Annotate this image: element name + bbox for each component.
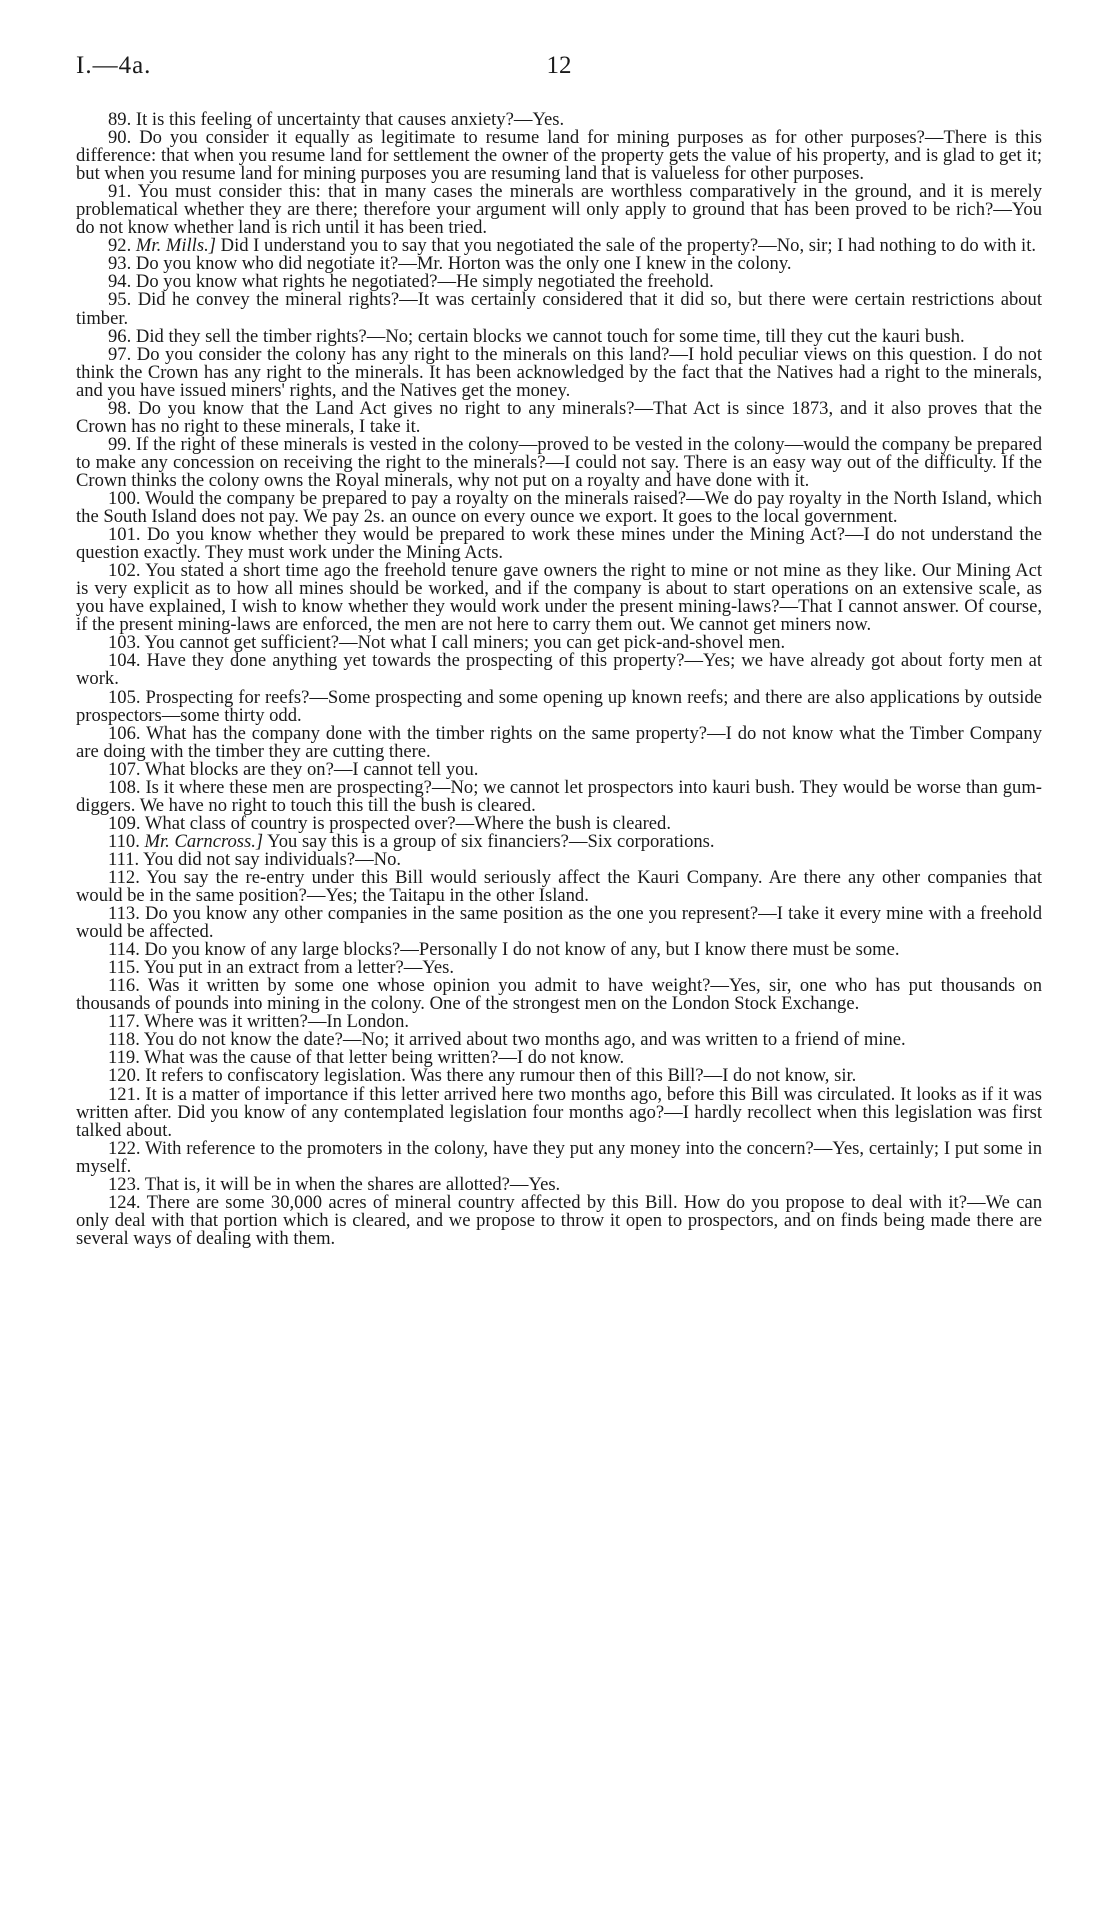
question-paragraph [76,686,1042,726]
question-number: 119. [108,1047,140,1069]
speaker-name: Mr. Mills.] [135,235,216,257]
question-answer-text: What has the company done with the timber rights on the same property?—I do not know what the Timber Company are doing with the timber they are cutting there. [76,722,1043,762]
question-number: 104. [108,650,141,672]
question-paragraph [76,183,1042,237]
question-number: 101. [108,524,141,546]
question-paragraph [76,905,1042,941]
question-number: 95. [108,289,132,311]
question-number: 94. [108,271,132,293]
question-answer-text: There are some 30,000 acres of mineral country affected by this Bill. How do you propose to deal with it?—We can only deal with that portion which is cleared, and we propose to throw it open to prospectors, and on finds being made there are several ways of dealing with them. [76,1191,1042,1249]
page-header [76,52,1042,92]
question-number: 103. [108,632,141,654]
question-paragraph [76,977,1042,1013]
question-answer-text: You say the re-entry under this Bill would seriously affect the Kauri Company. Are there any other companies that would be in the same position?—Yes; the Taitapu in the other Island. [76,866,1042,907]
question-number: 111. [108,848,140,870]
question-number: 110. [108,830,140,852]
question-number: 117. [108,1011,140,1033]
question-number: 113. [108,903,140,925]
question-answer-text: Do you know that the Land Act gives no right to any minerals?—That Act is since 1873, and it also proves that the Crown has no right to these minerals, I take it. [76,397,1042,437]
question-answer-text: What was the cause of that letter being written?—I do not know. [144,1047,625,1069]
question-answer-text: What blocks are they on?—I cannot tell you. [144,758,479,780]
question-paragraph [76,433,1042,491]
question-paragraph [76,722,1043,762]
question-number: 100. [108,487,141,509]
question-answer-text: It is a matter of importance if this letter arrived here two months ago, before this Bill was circulated. It looks as if it was written after. Did you know of any contemplated legislation four months ago?—I hardly recollect when this legislation was first talked about. [76,1083,1043,1141]
question-paragraph [76,397,1042,437]
question-number: 91. [108,181,132,203]
question-answer-text: Where was it written?—In London. [144,1011,410,1033]
question-number: 118. [108,1029,140,1051]
question-number: 112. [108,866,140,888]
question-number: 102. [108,560,141,582]
question-answer-text: Was it written by some one whose opinion you admit to have weight?—Yes, sir, one who has put thousands on thousands of pounds into mining in the colony. One of the strongest men on the London Stock Exchange. [76,975,1043,1015]
question-answer-text: With reference to the promoters in the colony, have they put any money into the concern?—Yes, certainly; I put some in myself. [76,1137,1042,1177]
question-number: 122. [108,1137,141,1159]
question-number: 99. [108,433,132,455]
question-number: 114. [108,939,140,961]
question-answer-text: If the right of these minerals is vested in the colony—proved to be vested in the colony—would the company be prepared to make any concession on receiving the right to the minerals?—I could not say. There is an easy way out of the difficulty. If the Crown thinks the colony owns the Royal minerals, why not put on a royalty and have done with it. [76,433,1042,491]
question-number: 121. [108,1083,141,1105]
question-answer-text: Do you consider it equally as legitimate to resume land for mining purposes as for other purposes?—There is this difference: that when you resume land for settlement the owner of the property gets the value of his property, and is glad to get it; but when you resume land for mining purposes you are resuming land that is valueless for other purposes. [76,127,1042,185]
question-answer-text: You did not say individuals?—No. [143,848,402,870]
question-answer-text: What class of country is prospected over?—Where the bush is cleared. [144,812,671,834]
question-answer-text: Do you consider the colony has any right to the minerals on this land?—I hold peculiar views on this question. I do not think the Crown has any right to the minerals. It has been acknowledged by the fact that the Natives had a right to the minerals, and you have issued miners' rights, and the Natives get the money. [76,343,1042,401]
question-answer-text: You cannot get sufficient?—Not what I call miners; you can get pick-and-shovel men. [144,632,786,654]
question-answer-text: Do you know of any large blocks?—Personally I do not know of any, but I know there must be some. [144,939,900,961]
question-number: 115. [108,957,140,979]
question-answer-text: Did they sell the timber rights?—No; certain blocks we cannot touch for some time, till they cut the kauri bush. [135,325,965,347]
question-answer-text: You stated a short time ago the freehold tenure gave owners the right to mine or not mine as they like. Our Mining Act is very explicit as to how all mines should be worked, and if the company is about to start operations on an extensive scale, as you have explained, I wish to know whether they would work under the present mining-laws?—That I cannot answer. Of course, if the present mining-laws are enforced, the men are not here to carry them out. We cannot get miners now. [76,560,1042,636]
question-paragraph [76,526,1042,562]
question-number: 90. [108,127,132,149]
question-paragraph [76,866,1042,907]
question-answer-text: Do you know who did negotiate it?—Mr. Horton was the only one I knew in the colony. [135,253,792,275]
question-answer-text: Would the company be prepared to pay a royalty on the minerals raised?—We do pay royalty in the North Island, which the South Island does not pay. We pay 2s. an ounce on every ounce we export. It goes to the local government. [76,487,1043,528]
question-number: 97. [108,343,132,365]
document-reference: I.—4a. [76,52,152,79]
question-number: 92. [108,235,132,257]
question-answer-text: Is it where these men are prospecting?—No; we cannot let prospectors into kauri bush. They would be worse than gum-diggers. We have no right to touch this till the bush is cleared. [76,776,1043,816]
question-number: 98. [108,397,132,419]
question-number: 105. [108,686,141,708]
question-number: 93. [108,253,132,275]
page-number: 12 [546,52,572,79]
question-paragraph [76,1083,1043,1141]
question-answer-text: Prospecting for reefs?—Some prospecting and some opening up known reefs; and there are also applications by outside prospectors—some thirty odd. [76,686,1042,726]
question-paragraph [76,129,1042,183]
question-answer-text: Did I understand you to say that you negotiated the sale of the property?—No, sir; I had nothing to do with it. [220,235,1037,257]
question-paragraph [76,776,1043,816]
question-answer-text: You must consider this: that in many cases the minerals are worthless comparatively in the ground, and it is merely problematical whether they are there; therefore your argument will only apply to ground that has been proved to be rich?—You do not know whether land is rich until it has been tried. [76,181,1043,239]
question-number: 107. [108,758,141,780]
question-paragraph [76,562,1042,634]
question-number: 120. [108,1065,141,1087]
question-answer-text: Do you know whether they would be prepared to work these mines under the Mining Act?—I do not understand the question exactly. They must work under the Mining Acts. [76,524,1042,564]
question-number: 106. [108,722,141,744]
question-paragraph [76,652,1042,688]
question-paragraph [76,1137,1042,1177]
question-answer-text: You do not know the date?—No; it arrived about two months ago, and was written to a friend of mine. [143,1029,906,1051]
evidence-transcript [76,111,1042,1248]
question-number: 108. [108,776,141,798]
question-answer-text: Do you know any other companies in the same position as the one you represent?—I take it every mine with a freehold would be affected. [76,903,1043,943]
question-number: 109. [108,812,141,834]
question-paragraph [76,343,1042,401]
question-paragraph [76,291,1042,327]
question-answer-text: Did he convey the mineral rights?—It was certainly considered that it did so, but there were certain restrictions about timber. [76,289,1043,329]
question-answer-text: That is, it will be in when the shares are allotted?—Yes. [144,1173,561,1195]
question-number: 116. [108,975,140,997]
question-paragraph [76,1191,1042,1249]
question-number: 96. [108,325,132,347]
question-number: 124. [108,1191,141,1213]
question-number: 89. [108,109,132,130]
question-answer-text: Have they done anything yet towards the prospecting of this property?—Yes; we have already got about forty men at work. [76,650,1042,690]
question-paragraph [76,487,1043,528]
speaker-name: Mr. Carncross.] [144,830,264,852]
question-answer-text: You put in an extract from a letter?—Yes. [143,957,455,979]
question-answer-text: It refers to confiscatory legislation. Was there any rumour then of this Bill?—I do not know, sir. [145,1065,857,1087]
question-answer-text: Do you know what rights he negotiated?—He simply negotiated the freehold. [135,271,714,293]
question-number: 123. [108,1173,141,1195]
question-answer-text: It is this feeling of uncertainty that causes anxiety?—Yes. [135,109,565,130]
question-answer-text: You say this is a group of six financiers?—Six corporations. [267,830,715,852]
